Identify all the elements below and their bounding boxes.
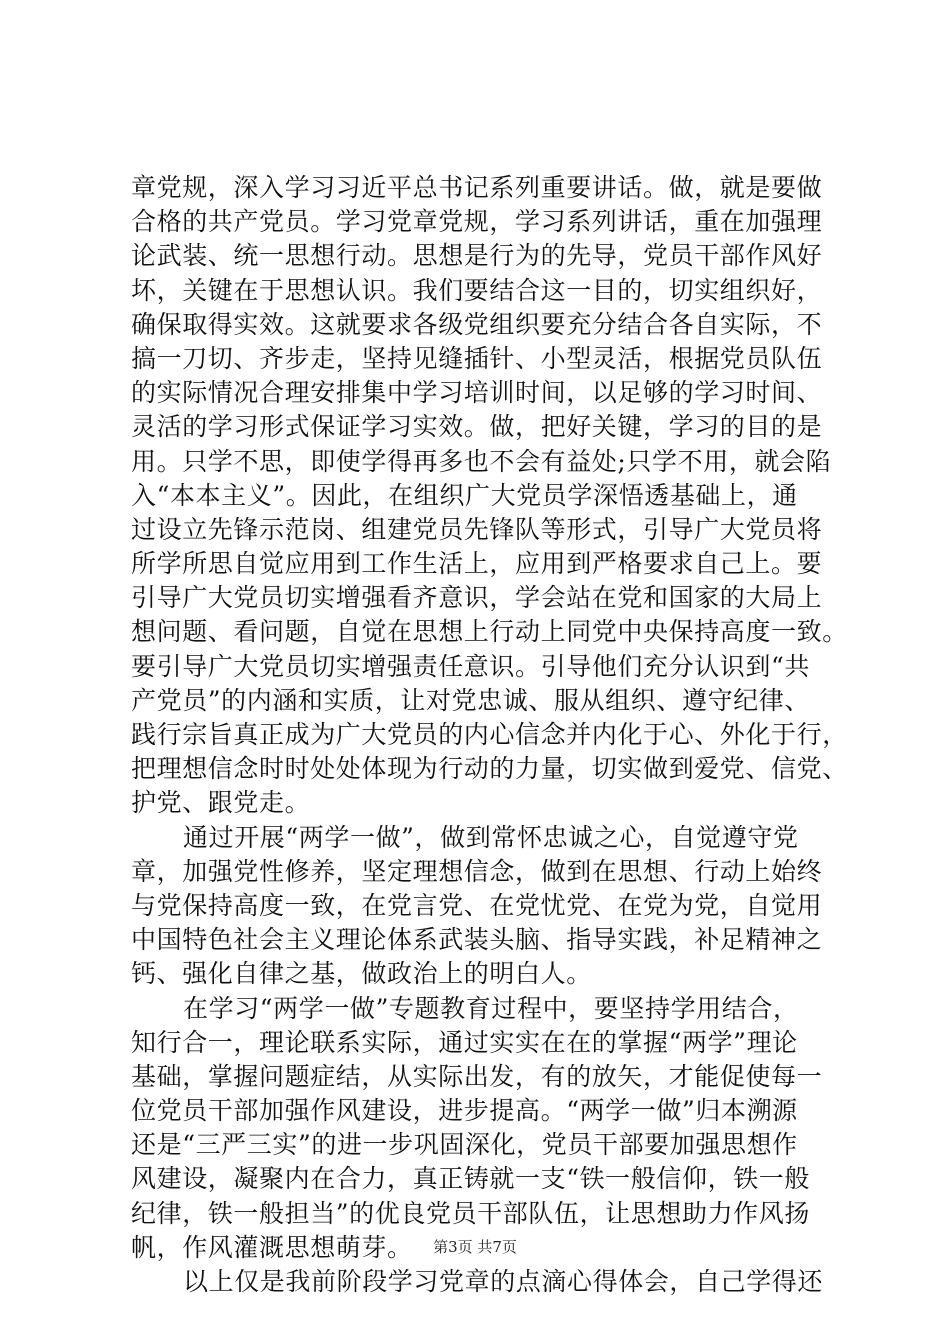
text-line: 与党保持高度一致，在党言党、在党忧党、在党为党，自觉用 bbox=[131, 890, 823, 920]
text-line: 用。只学不思，即使学得再多也不会有益处;只学不用，就会陷 bbox=[131, 446, 832, 476]
text-line: 中国特色社会主义理论体系武装头脑、指导实践，补足精神之 bbox=[131, 925, 823, 955]
text-line: 纪律，铁一般担当”的优良党员干部队伍，让思想助力作风扬 bbox=[131, 1198, 810, 1228]
text-line: 坏，关键在于思想认识。我们要结合这一目的，切实组织好， bbox=[131, 275, 823, 305]
text-line: 论武装、统一思想行动。思想是行为的先导，党员干部作风好 bbox=[131, 241, 823, 271]
text-line: 合格的共产党员。学习党章党规，学习系列讲话，重在加强理 bbox=[131, 207, 823, 237]
text-line: 还是“三严三实”的进一步巩固深化，党员干部要加强思想作 bbox=[131, 1130, 798, 1160]
text-line: 基础，掌握问题症结，从实际出发，有的放矢，才能促使每一 bbox=[131, 1061, 823, 1091]
text-line: 章党规，深入学习习近平总书记系列重要讲话。做，就是要做 bbox=[131, 173, 823, 202]
text-line: 以上仅是我前阶段学习党章的点滴心得体会，自己学得还 bbox=[183, 1267, 824, 1296]
text-line: 在学习“两学一做”专题教育过程中，要坚持学用结合， bbox=[183, 993, 799, 1023]
text-line: 位党员干部加强作风建设，进步提高。“两学一做”归本溯源 bbox=[131, 1096, 798, 1126]
text-line: 引导广大党员切实增强看齐意识，学会站在党和国家的大局上 bbox=[131, 583, 823, 613]
text-line: 帆，作风灌溉思想萌芽。 bbox=[131, 1232, 413, 1262]
text-line: 风建设，凝聚内在合力，真正铸就一支“铁一般信仰，铁一般 bbox=[131, 1164, 810, 1194]
text-line: 践行宗旨真正成为广大党员的内心信念并内化于心、外化于行， bbox=[131, 720, 848, 749]
text-line: 要引导广大党员切实增强责任意识。引导他们充分认识到“共 bbox=[131, 651, 810, 681]
text-line: 护党、跟党走。 bbox=[131, 788, 311, 818]
text-line: 知行合一，理论联系实际，通过实实在在的掌握“两学”理论 bbox=[131, 1027, 798, 1057]
text-line: 入“本本主义”。因此，在组织广大党员学深悟透基础上，通 bbox=[131, 480, 798, 510]
text-line: 把理想信念时时处处体现为行动的力量，切实做到爱党、信党、 bbox=[131, 754, 848, 784]
document-body bbox=[131, 171, 848, 1299]
text-line: 的实际情况合理安排集中学习培训时间，以足够的学习时间、 bbox=[131, 378, 823, 408]
text-line: 确保取得实效。这就要求各级党组织要充分结合各自实际，不 bbox=[131, 309, 823, 339]
text-line: 灵活的学习形式保证学习实效。做，把好关键，学习的目的是 bbox=[131, 412, 823, 442]
text-line: 想问题、看问题，自觉在思想上行动上同党中央保持高度一致。 bbox=[131, 617, 848, 647]
text-line: 章，加强党性修养，坚定理想信念，做到在思想、行动上始终 bbox=[131, 856, 823, 886]
text-line: 产党员”的内涵和实质，让对党忠诚、服从组织、遵守纪律、 bbox=[131, 685, 810, 715]
page-footer: 第3页 共7页 bbox=[433, 1238, 517, 1256]
text-line: 钙、强化自律之基，做政治上的明白人。 bbox=[131, 959, 592, 989]
text-line: 过设立先锋示范岗、组建党员先锋队等形式，引导广大党员将 bbox=[131, 514, 823, 544]
text-line: 所学所思自觉应用到工作生活上，应用到严格要求自己上。要 bbox=[131, 549, 823, 579]
text-line: 通过开展“两学一做”，做到常怀忠诚之心，自觉遵守党 bbox=[183, 822, 799, 852]
text-line: 搞一刀切、齐步走，坚持见缝插针、小型灵活，根据党员队伍 bbox=[131, 343, 823, 373]
